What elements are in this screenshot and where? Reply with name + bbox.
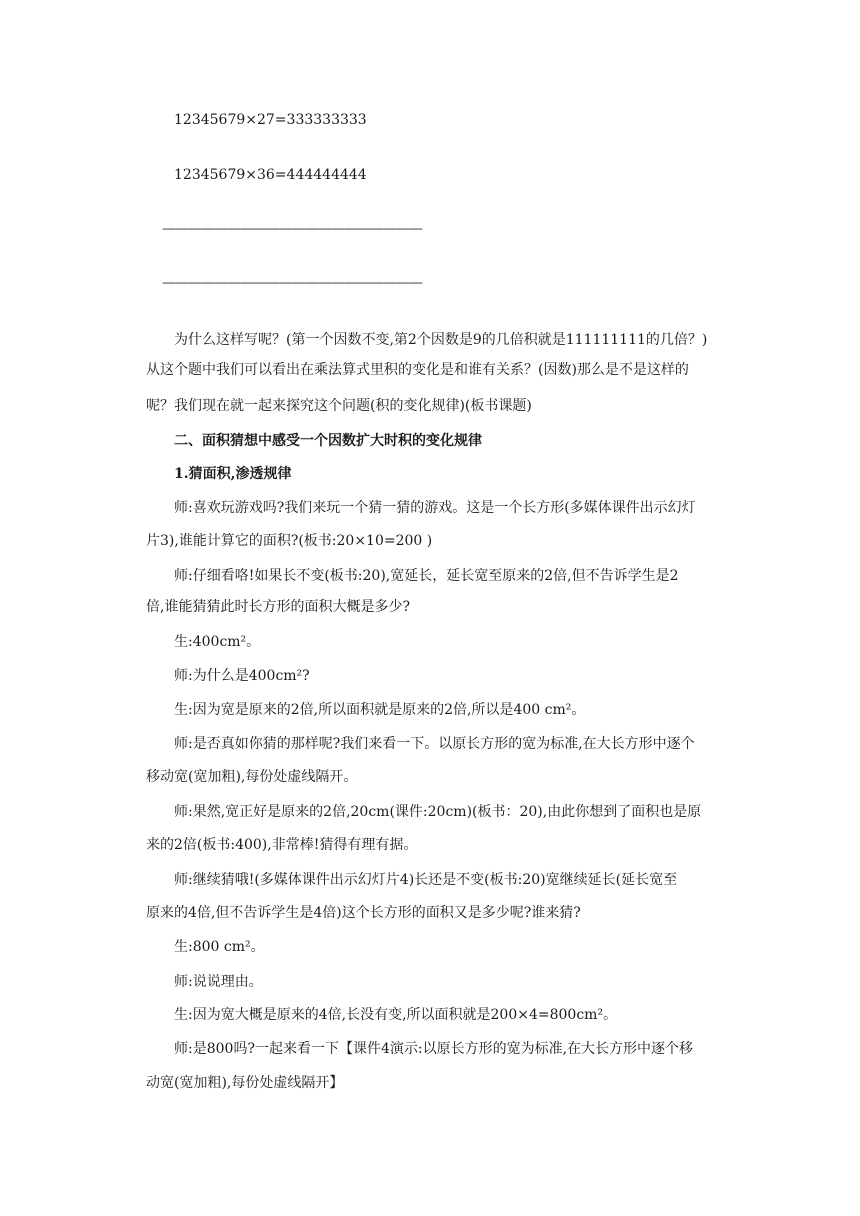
paragraph-line: 倍,谁能猜猜此时长方形的面积大概是多少? [146,599,410,615]
paragraph-line: 呢？我们现在就一起来探究这个问题(积的变化规律)(板书课题) [146,398,532,414]
paragraph-line: 从这个题中我们可以看出在乘法算式里积的变化是和谁有关系？(因数)那么是不是这样的 [146,362,689,378]
paragraph-line: 生:800 cm²。 [174,939,265,955]
paragraph-line: 师:为什么是400cm²? [174,668,310,684]
paragraph-line: 为什么这样写呢？(第一个因数不变,第2个因数是9的几倍积就是111111111的几倍？) [174,332,708,348]
paragraph-line: 动宽(宽加粗),每份处虚线隔开】 [146,1075,344,1091]
paragraph-line: 生:因为宽大概是原来的4倍,长没有变,所以面积就是200×4=800cm²。 [174,1007,618,1023]
paragraph-line: 师:是800吗?一起来看一下【课件4演示:以原长方形的宽为标准,在大长方形中逐个移 [174,1041,694,1057]
paragraph-line: 来的2倍(板书:400),非常棒!猜得有理有据。 [146,837,418,853]
paragraph-line: 师:仔细看咯!如果长不变(板书:20),宽延长，延长宽至原来的2倍,但不告诉学生是2 [174,568,679,584]
paragraph-line: 师:喜欢玩游戏吗?我们来玩一个猜一猜的游戏。这是一个长方形(多媒体课件出示幻灯 [174,500,696,516]
paragraph-line: 片3),谁能计算它的面积?(板书:20×10=200 ) [146,533,433,549]
paragraph-line: 生:400cm²。 [174,634,261,650]
blank-line: ———————————————————— [162,275,422,291]
formula-line: 12345679×27=333333333 [174,112,367,128]
section-heading: 二、面积猜想中感受一个因数扩大时积的变化规律 [174,433,482,449]
paragraph-line: 移动宽(宽加粗),每份处虚线隔开。 [146,769,358,785]
paragraph-line: 生:因为宽是原来的2倍,所以面积就是原来的2倍,所以是400 cm²。 [174,702,586,718]
paragraph-line: 原来的4倍,但不告诉学生是4倍)这个长方形的面积又是多少呢?谁来猜? [146,905,581,921]
paragraph-line: 师:继续猜哦!(多媒体课件出示幻灯片4)长还是不变(板书:20)宽继续延长(延长宽至 [174,872,678,888]
subsection-heading: 1.猜面积,渗透规律 [174,466,292,482]
paragraph-line: 师:果然,宽正好是原来的2倍,20cm(课件:20cm)(板书：20),由此你想到了面积也是原 [174,804,702,820]
blank-line: ———————————————————— [162,221,422,237]
paragraph-line: 师:是否真如你猜的那样呢?我们来看一下。以原长方形的宽为标准,在大长方形中逐个 [174,736,695,752]
paragraph-line: 师:说说理由。 [174,974,263,990]
formula-line: 12345679×36=444444444 [174,167,367,183]
